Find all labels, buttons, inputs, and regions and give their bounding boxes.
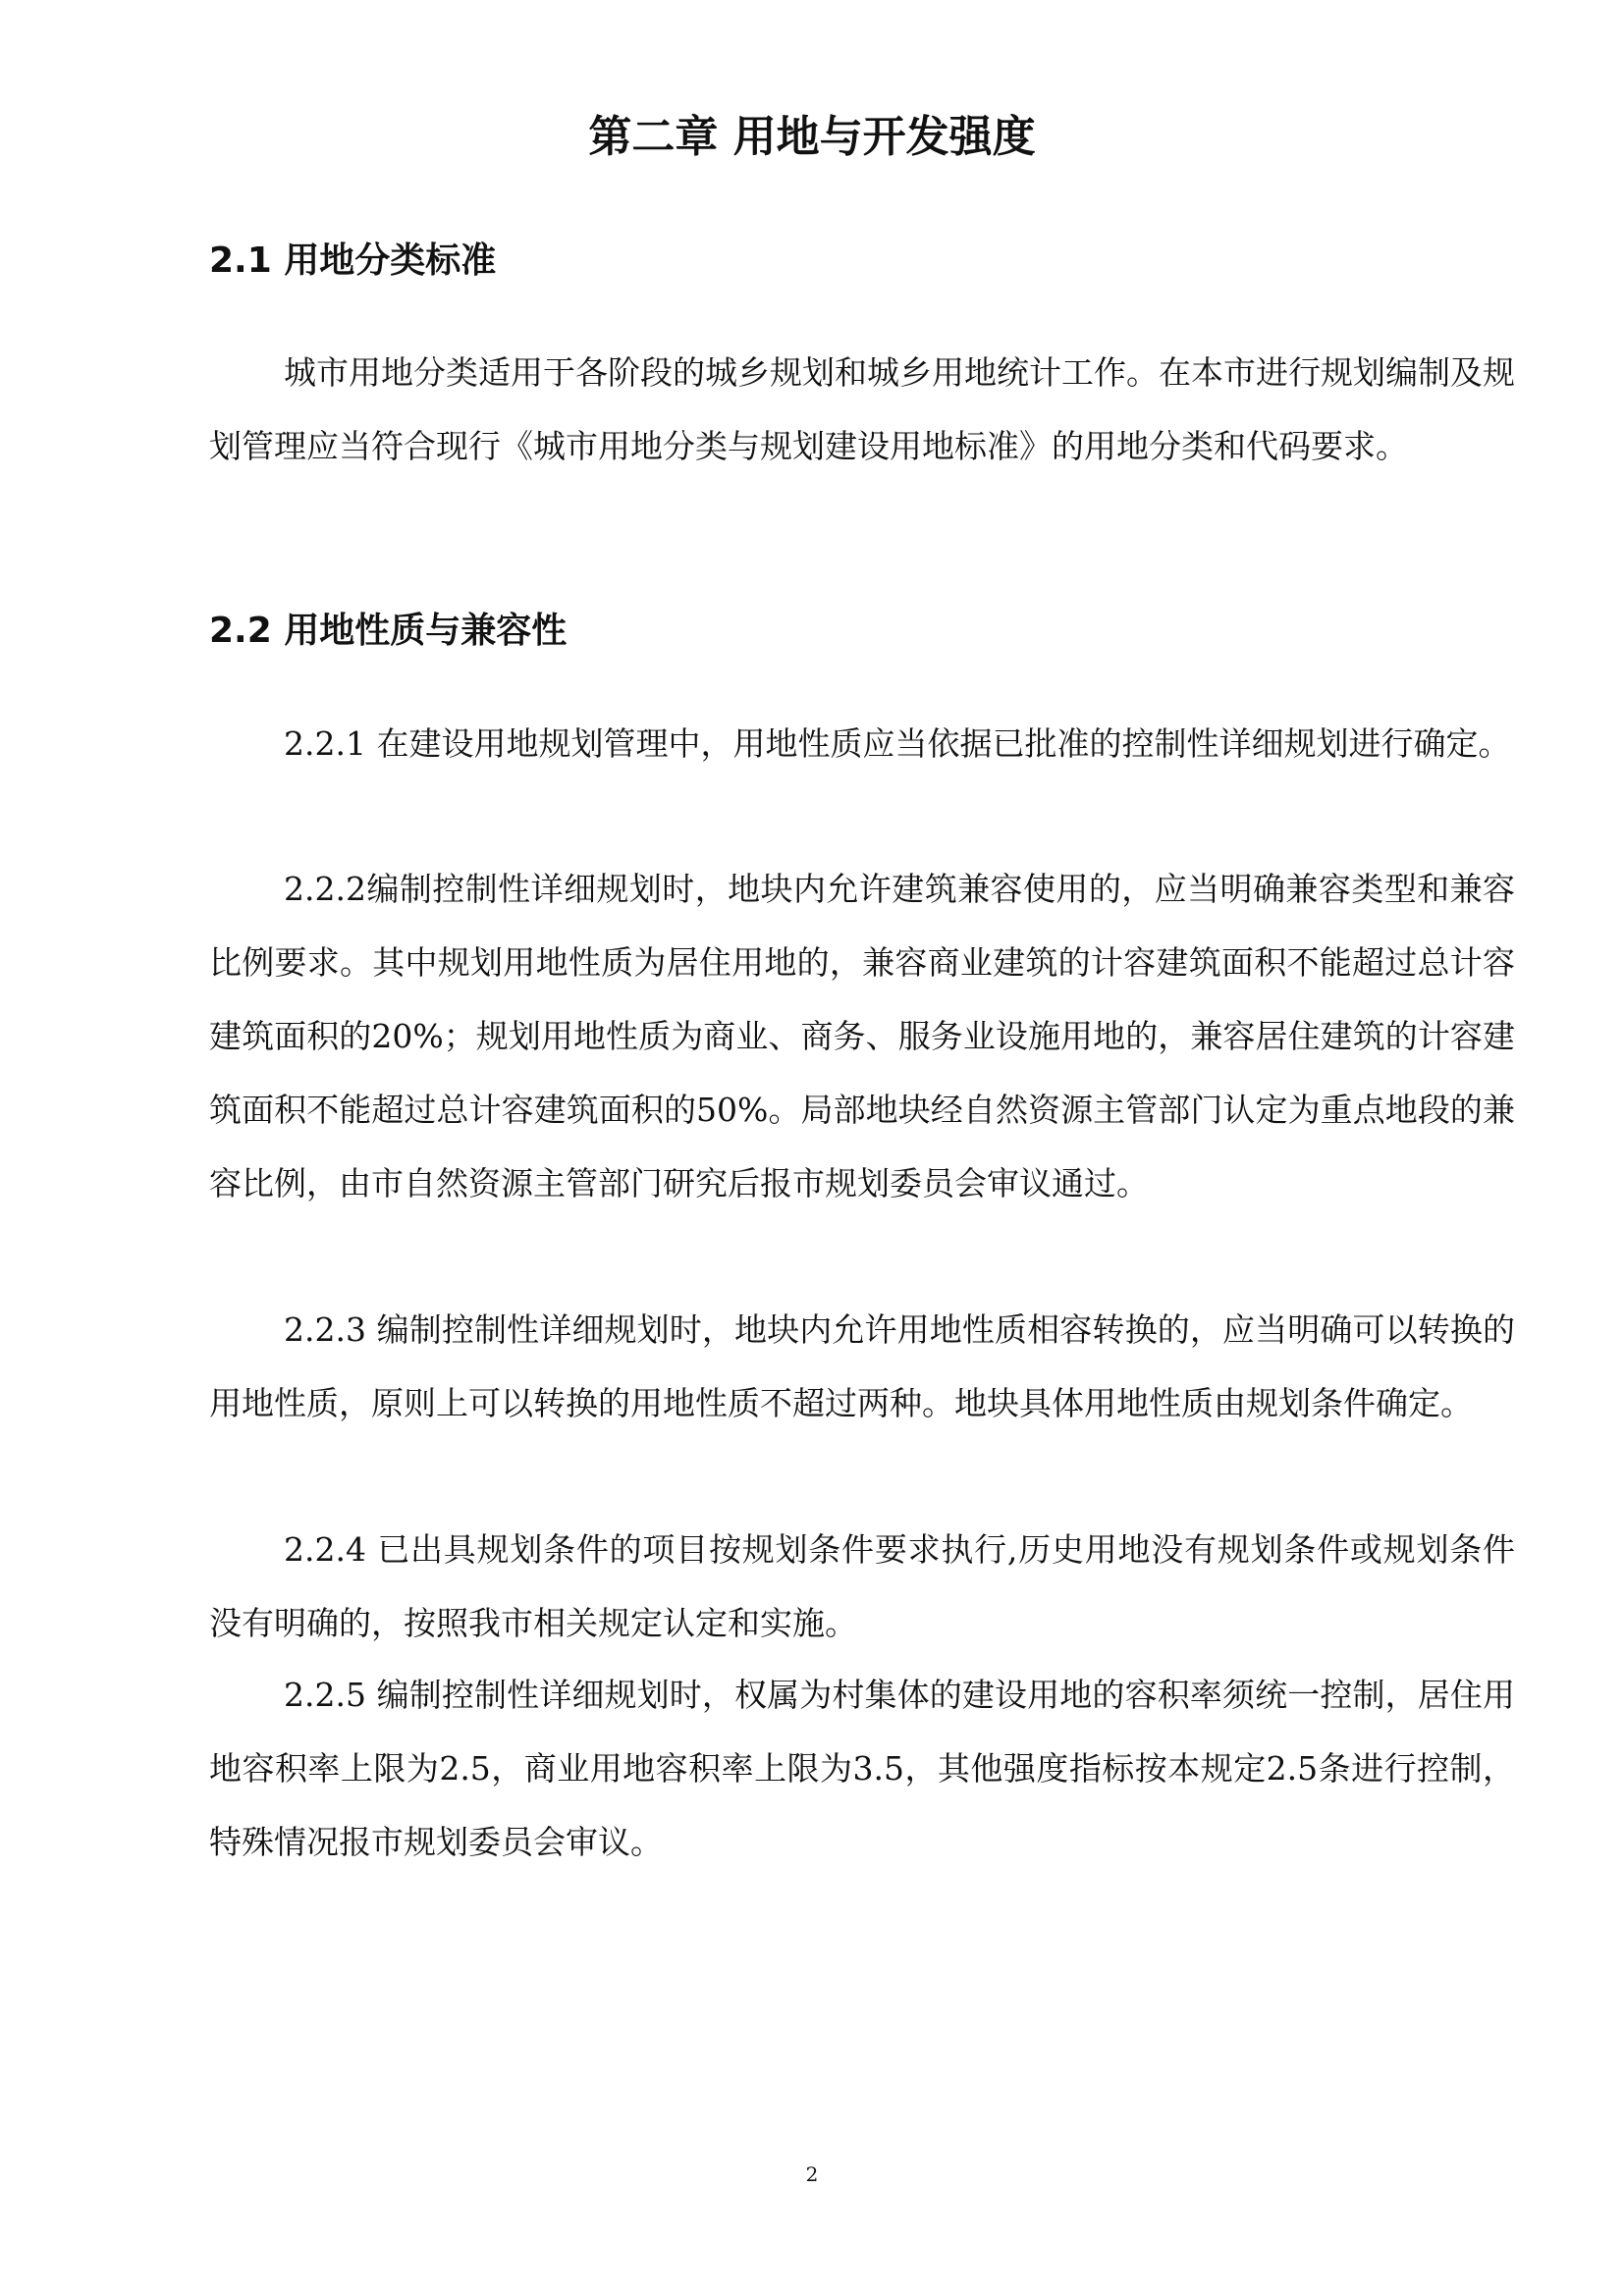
section-heading-2-2: 2.2 用地性质与兼容性	[209, 611, 568, 651]
paragraph-2-2-1: 2.2.1 在建设用地规划管理中，用地性质应当依据已批准的控制性详细规划进行确定。	[284, 724, 1511, 763]
paragraph-2-2-5: 2.2.5 编制控制性详细规划时，权属为村集体的建设用地的容积率须统一控制，居住用地容积率上限为2.5，商业用地容积率上限为3.5，其他强度指标按本规定2.5条进行控制，特殊情况报市规划委员会审议。	[209, 1676, 1515, 1861]
chapter-title: 第二章 用地与开发强度	[588, 112, 1036, 162]
paragraph-2-2-2: 2.2.2编制控制性详细规划时，地块内允许建筑兼容使用的，应当明确兼容类型和兼容比例要求。其中规划用地性质为居住用地的，兼容商业建筑的计容建筑面积不能超过总计容建筑面积的20%；规划用地性质为商业、商务、服务业设施用地的，兼容居住建筑的计容建筑面积不能超过总计容建筑面积的50%。局部地块经自然资源主管部门认定为重点地段的兼容比例，由市自然资源主管部门研究后报市规划委员会审议通过。	[209, 870, 1515, 1202]
section-heading-2-1: 2.1 用地分类标准	[209, 240, 497, 281]
paragraph-2-2-3: 2.2.3 编制控制性详细规划时，地块内允许用地性质相容转换的，应当明确可以转换的用地性质，原则上可以转换的用地性质不超过两种。地块具体用地性质由规划条件确定。	[209, 1310, 1515, 1422]
paragraph-2-2-4: 2.2.4 已出具规划条件的项目按规划条件要求执行,历史用地没有规划条件或规划条件没有明确的，按照我市相关规定认定和实施。	[209, 1530, 1515, 1642]
paragraph-2-1: 城市用地分类适用于各阶段的城乡规划和城乡用地统计工作。在本市进行规划编制及规划管理应当符合现行《城市用地分类与规划建设用地标准》的用地分类和代码要求。	[209, 353, 1515, 465]
page-number: 2	[805, 2163, 819, 2186]
